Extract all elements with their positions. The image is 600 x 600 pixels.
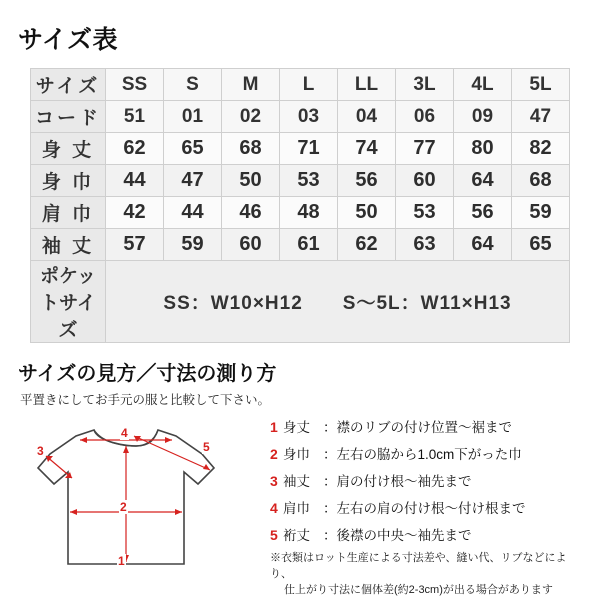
row-label: 身 巾 — [31, 165, 106, 197]
legend-number: 3 — [270, 473, 278, 489]
table-row-sizes — [31, 69, 570, 101]
size-cell: M — [222, 69, 280, 101]
diagram-label-2: 2 — [120, 500, 127, 514]
measure-cell: 82 — [512, 133, 570, 165]
size-cell: 4L — [454, 69, 512, 101]
measure-cell: 44 — [164, 197, 222, 229]
diagram-label-4: 4 — [121, 426, 128, 440]
legend-description: 左右の肩の付け根〜付け根まで — [336, 501, 526, 516]
measure-cell: 57 — [106, 229, 164, 261]
measure-cell: 56 — [454, 197, 512, 229]
measure-cell: 71 — [280, 133, 338, 165]
measure-cell: 53 — [396, 197, 454, 229]
size-cell: LL — [338, 69, 396, 101]
row-label-code: コード — [31, 101, 106, 133]
pocket-size-value: SS：W10×H12 S〜5L：W11×H13 — [106, 261, 570, 343]
legend-number: 1 — [270, 419, 278, 435]
table-row — [31, 165, 570, 197]
legend-separator: ： — [323, 420, 337, 435]
measure-cell: 80 — [454, 133, 512, 165]
code-cell: 06 — [396, 101, 454, 133]
legend-separator: ： — [323, 474, 337, 489]
legend-separator: ： — [323, 447, 337, 462]
row-label: 袖 丈 — [31, 229, 106, 261]
size-cell: 3L — [396, 69, 454, 101]
table-row-codes — [31, 101, 570, 133]
size-table-container — [30, 68, 570, 343]
measure-cell: 62 — [106, 133, 164, 165]
legend-term: 身丈 — [283, 420, 310, 435]
code-cell: 03 — [280, 101, 338, 133]
code-cell: 01 — [164, 101, 222, 133]
measure-cell: 62 — [338, 229, 396, 261]
legend-separator: ： — [323, 501, 337, 516]
legend-term: 肩巾 — [283, 501, 310, 516]
measure-cell: 63 — [396, 229, 454, 261]
code-cell: 09 — [454, 101, 512, 133]
measure-cell: 56 — [338, 165, 396, 197]
measurement-legend — [264, 412, 584, 599]
code-cell: 02 — [222, 101, 280, 133]
legend-description: 襟のリブの付け位置〜裾まで — [336, 420, 512, 435]
measure-cell: 48 — [280, 197, 338, 229]
legend-item — [270, 497, 584, 517]
legend-item — [270, 416, 584, 436]
measure-cell: 47 — [164, 165, 222, 197]
size-cell: 5L — [512, 69, 570, 101]
diagram-label-3: 3 — [37, 444, 44, 458]
size-cell: SS — [106, 69, 164, 101]
legend-separator: ： — [323, 528, 337, 543]
lower-section — [16, 412, 584, 599]
row-label: 肩 巾 — [31, 197, 106, 229]
measure-cell: 50 — [222, 165, 280, 197]
measure-note: 平置きにしてお手元の服と比較して下さい。 — [20, 393, 271, 407]
legend-item — [270, 443, 584, 463]
legend-term: 裄丈 — [283, 528, 310, 543]
legend-term: 袖丈 — [283, 474, 310, 489]
legend-number: 5 — [270, 527, 278, 543]
tshirt-illustration-svg — [16, 412, 264, 572]
row-label-size: サイズ — [31, 69, 106, 101]
legend-description: 左右の脇から1.0cm下がった巾 — [336, 447, 522, 462]
measure-cell: 64 — [454, 229, 512, 261]
measure-cell: 46 — [222, 197, 280, 229]
measure-cell: 68 — [222, 133, 280, 165]
size-table — [30, 68, 570, 343]
diagram-label-1: 1 — [118, 554, 125, 568]
code-cell: 51 — [106, 101, 164, 133]
size-cell: L — [280, 69, 338, 101]
measure-cell: 68 — [512, 165, 570, 197]
measure-cell: 50 — [338, 197, 396, 229]
legend-number: 2 — [270, 446, 278, 462]
measure-cell: 65 — [512, 229, 570, 261]
legend-description: 肩の付け根〜袖先まで — [336, 474, 472, 489]
measure-cell: 59 — [164, 229, 222, 261]
measure-cell: 61 — [280, 229, 338, 261]
measure-cell: 59 — [512, 197, 570, 229]
legend-item — [270, 470, 584, 490]
table-row — [31, 133, 570, 165]
measure-cell: 42 — [106, 197, 164, 229]
footnote-line-2: 仕上がり寸法に個体差(約2-3cm)が出る場合があります — [284, 583, 553, 596]
measure-cell: 53 — [280, 165, 338, 197]
footnote-line-1: ※衣類はロット生産による寸法差や、縫い代、リブなどにより、 — [270, 552, 567, 580]
measure-cell: 65 — [164, 133, 222, 165]
legend-description: 後襟の中央〜袖先まで — [336, 528, 472, 543]
measure-cell: 60 — [222, 229, 280, 261]
measure-cell: 64 — [454, 165, 512, 197]
section-subtitle: サイズの見方／寸法の測り方 — [18, 363, 277, 385]
footnote — [270, 551, 584, 599]
diagram-label-5: 5 — [203, 440, 210, 454]
table-row — [31, 197, 570, 229]
code-cell: 04 — [338, 101, 396, 133]
measure-cell: 60 — [396, 165, 454, 197]
measure-cell: 77 — [396, 133, 454, 165]
table-row — [31, 229, 570, 261]
table-row-pocket — [31, 261, 570, 343]
pocket-size-label: ポケットサイズ — [31, 261, 106, 343]
measure-cell: 44 — [106, 165, 164, 197]
code-cell: 47 — [512, 101, 570, 133]
legend-term: 身巾 — [283, 447, 310, 462]
legend-item — [270, 524, 584, 544]
legend-number: 4 — [270, 500, 278, 516]
tshirt-diagram — [16, 412, 264, 572]
measure-cell: 74 — [338, 133, 396, 165]
page-title: サイズ表 — [18, 26, 119, 54]
size-cell: S — [164, 69, 222, 101]
row-label: 身 丈 — [31, 133, 106, 165]
